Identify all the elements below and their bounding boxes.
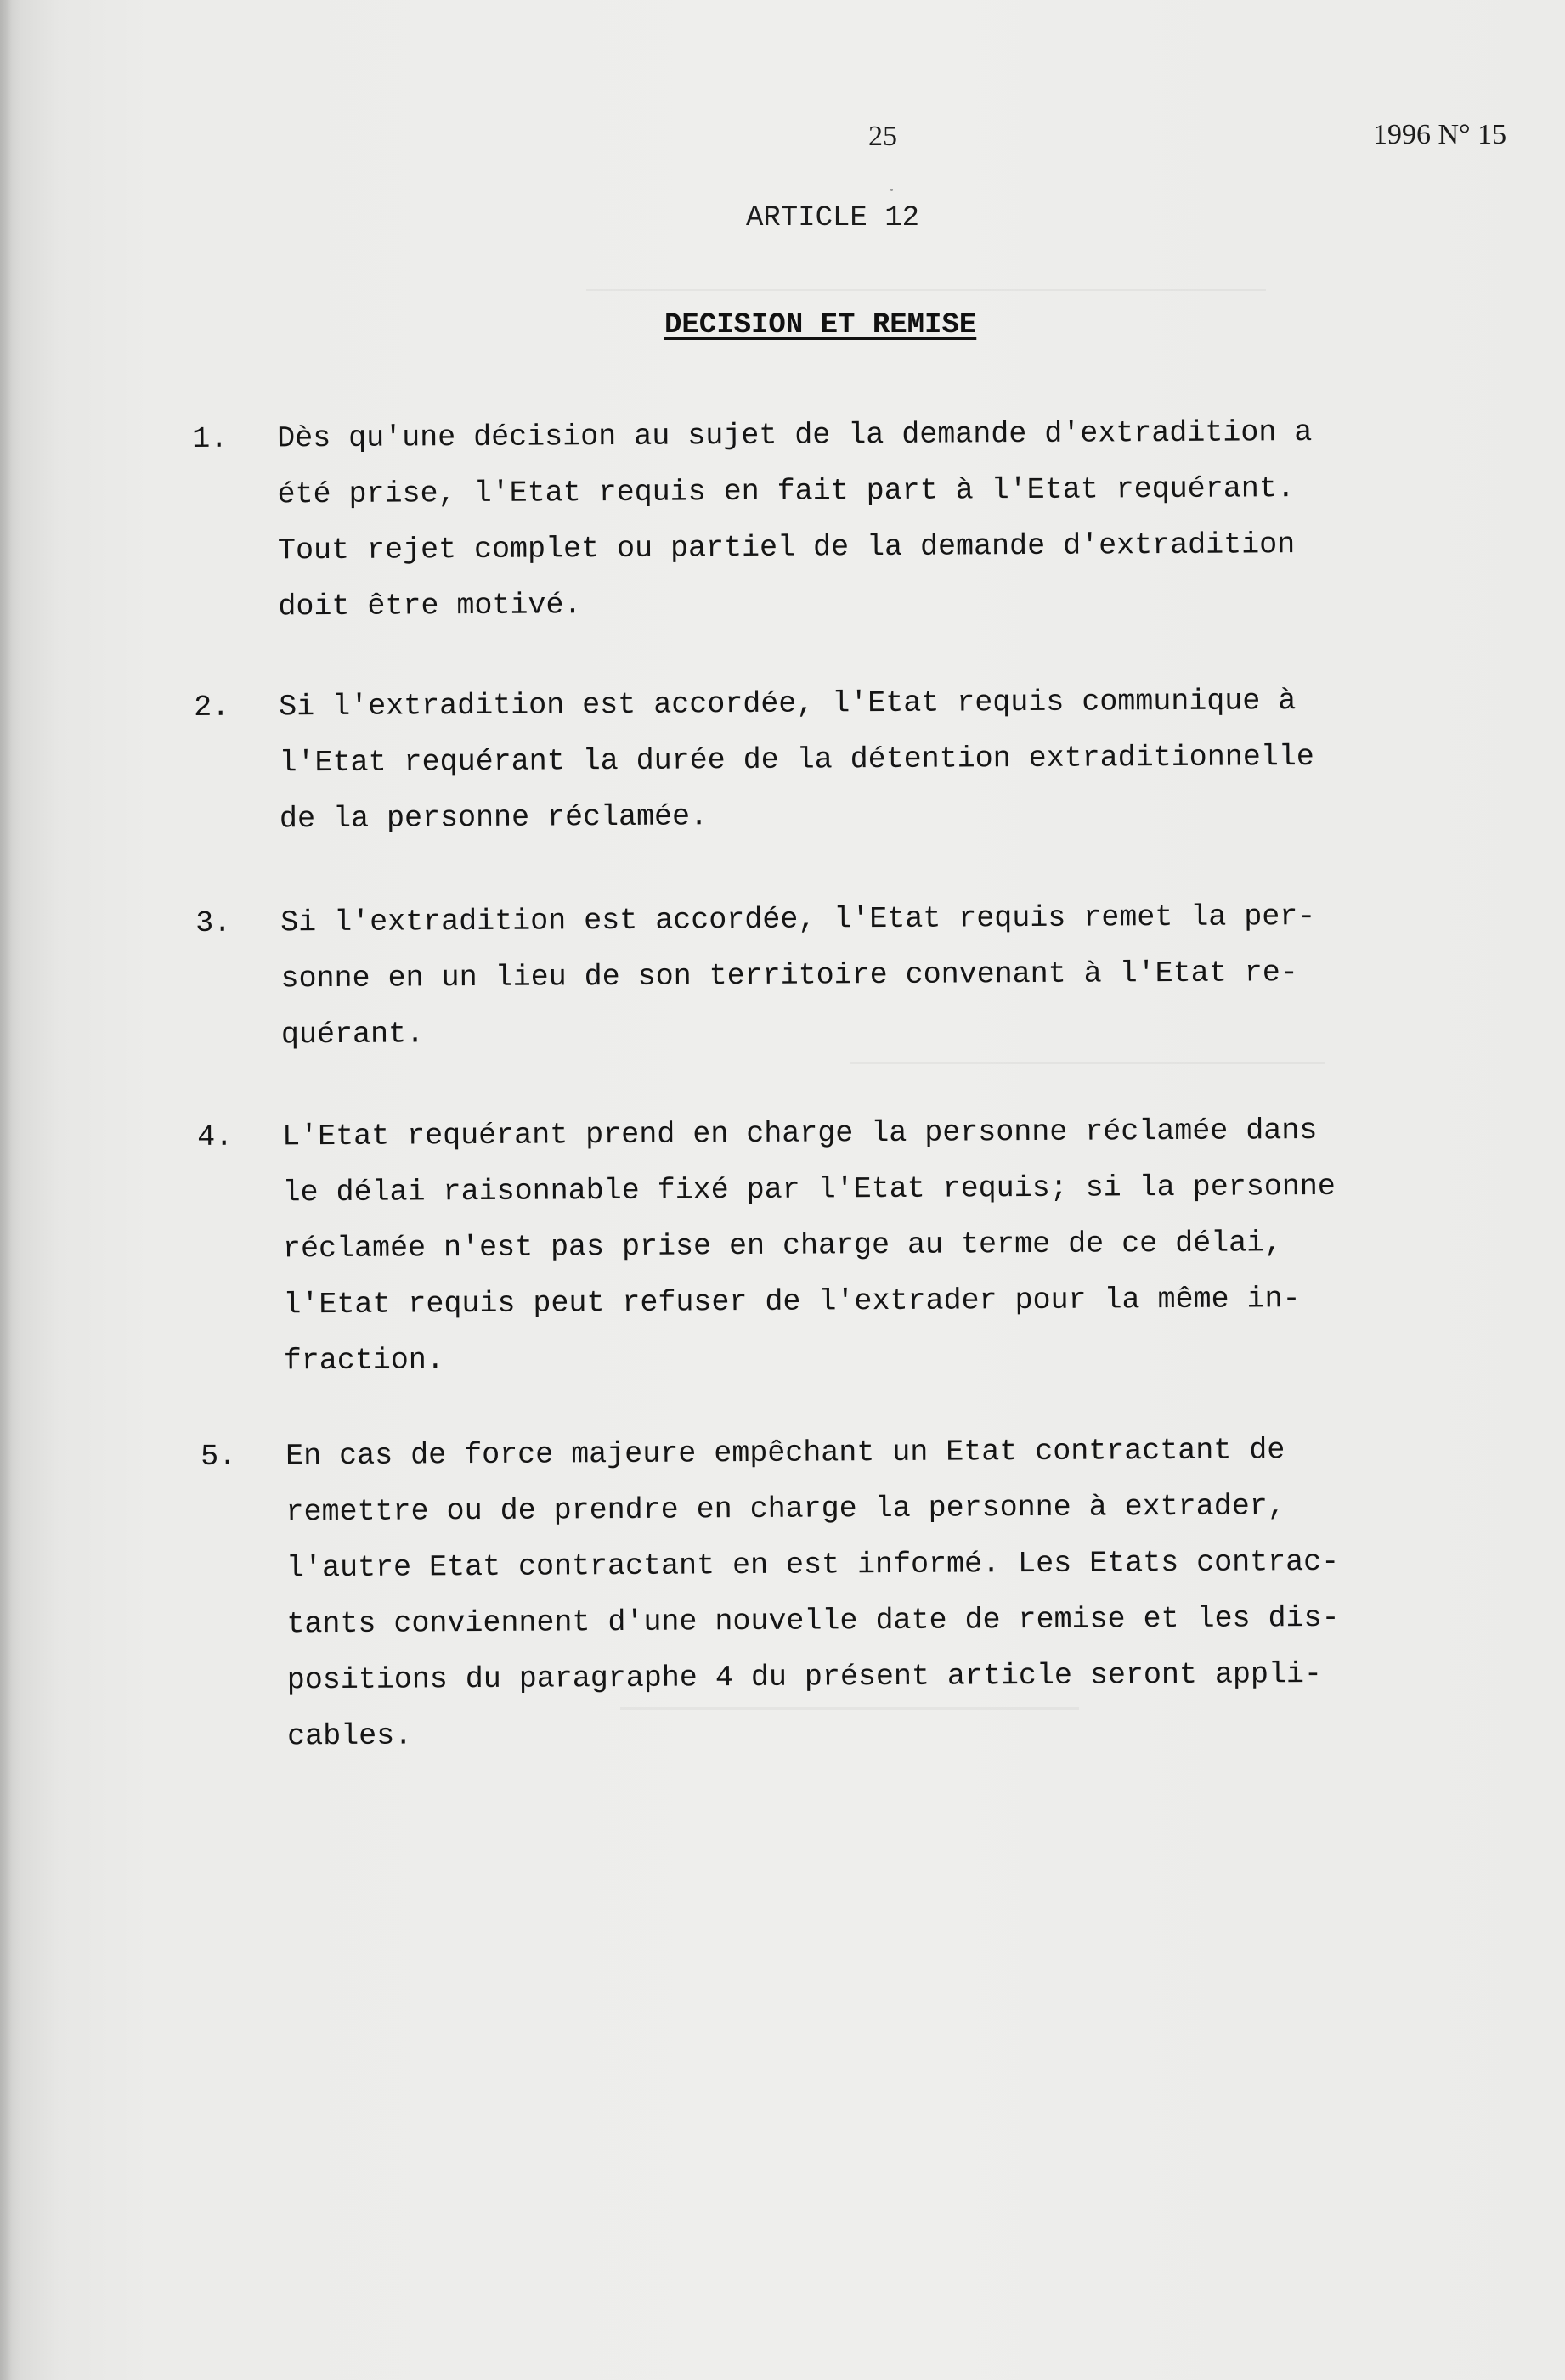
text-line: cables. xyxy=(287,1718,413,1754)
paragraph-number: 2. xyxy=(194,690,230,725)
bleed-through-mark xyxy=(850,1062,1325,1073)
text-line: Si l'extradition est accordée, l'Etat requis remet la per- xyxy=(280,899,1316,940)
paragraph-number: 5. xyxy=(201,1439,237,1474)
text-line: réclamée n'est pas prise en charge au terme de ce délai, xyxy=(282,1226,1283,1266)
text-line: Tout rejet complet ou partiel de la demande d'extradition xyxy=(277,527,1296,568)
paragraph-text xyxy=(282,1101,1558,1389)
page-number: 25 xyxy=(868,121,897,152)
text-line: doit être motivé. xyxy=(278,588,582,624)
text-line: l'autre Etat contractant en est informé. Les Etats contrac- xyxy=(285,1544,1340,1586)
paragraph-text xyxy=(277,403,1553,634)
text-line: tants conviennent d'une nouvelle date de remise et les dis- xyxy=(286,1600,1340,1642)
document-reference: 1996 N° 15 xyxy=(1373,119,1507,150)
text-line: quérant. xyxy=(280,1017,425,1052)
section-title: DECISION ET REMISE xyxy=(664,309,977,341)
text-line: de la personne réclamée. xyxy=(279,799,709,837)
paragraph-2 xyxy=(194,671,1565,837)
text-line: sonne en un lieu de son territoire convenant à l'Etat re- xyxy=(280,956,1298,996)
text-line: fraction. xyxy=(283,1343,444,1379)
paragraph-number: 4. xyxy=(197,1120,234,1154)
paragraph-text xyxy=(280,887,1556,1063)
paragraph-text xyxy=(285,1420,1562,1764)
paragraph-5 xyxy=(201,1420,1565,1754)
text-line: L'Etat requérant prend en charge la personne réclamée dans xyxy=(282,1113,1318,1154)
text-line: remettre ou de prendre en charge la personne à extrader, xyxy=(285,1489,1285,1530)
bleed-through-mark xyxy=(586,289,1266,300)
text-line: Si l'extradition est accordée, l'Etat requis communique à xyxy=(279,684,1297,725)
paragraph-3 xyxy=(195,887,1565,1052)
paragraph-number: 1. xyxy=(192,421,229,456)
paragraph-text xyxy=(279,671,1554,847)
text-line: l'Etat requérant la durée de la détention extraditionnelle xyxy=(279,739,1314,781)
paragraph-1 xyxy=(192,403,1565,624)
text-line: En cas de force majeure empêchant un Etat contractant de xyxy=(285,1433,1285,1474)
text-line: été prise, l'Etat requis en fait part à l'Etat requérant. xyxy=(277,471,1295,512)
ink-speck xyxy=(890,189,893,191)
binding-shadow xyxy=(0,0,12,2380)
article-heading: ARTICLE 12 xyxy=(746,202,920,234)
text-line: le délai raisonnable fixé par l'Etat requis; si la personne xyxy=(282,1169,1336,1210)
paragraph-4 xyxy=(197,1101,1565,1379)
paragraph-number: 3. xyxy=(195,905,232,940)
text-line: Dès qu'une décision au sujet de la demande d'extradition a xyxy=(277,415,1313,456)
text-line: l'Etat requis peut refuser de l'extrader pour la même in- xyxy=(283,1282,1301,1323)
text-line: positions du paragraphe 4 du présent article seront appli- xyxy=(286,1656,1323,1698)
